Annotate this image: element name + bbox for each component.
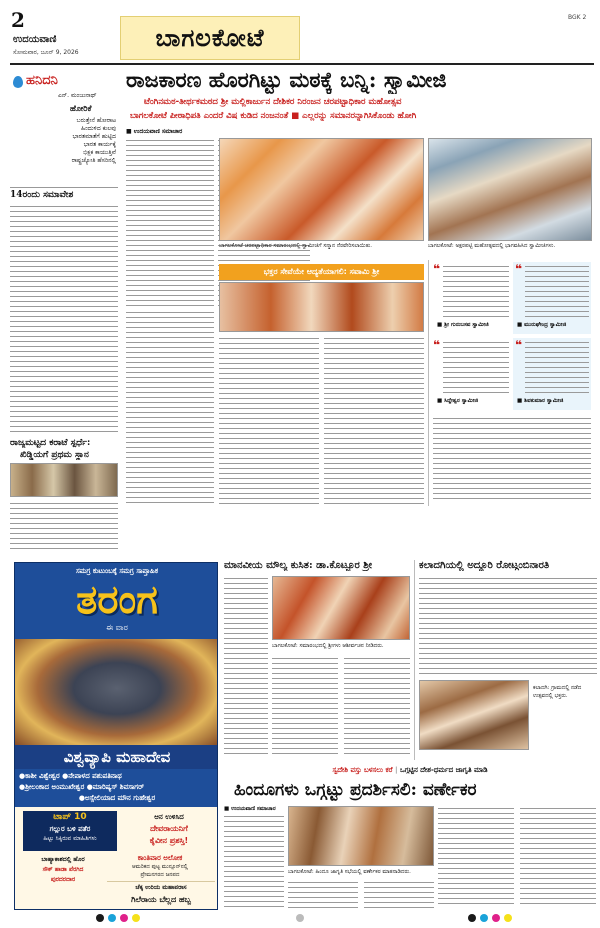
quote-mark-icon: ❝: [515, 338, 523, 352]
inner-heading-bar: [219, 264, 424, 280]
feature-line: ●ಅಸ್ಸೇಲಿಯಾದ ಮೌನ ಗುಹೇಶ್ವರ: [78, 794, 156, 802]
masthead-rule: [10, 63, 594, 65]
kanthivara-line: ಪ್ರೇಮನಗರದ ಜನಪದ: [140, 872, 180, 878]
story1-body: [10, 204, 118, 436]
story2-heading: ರಾಜ್ಯಮಟ್ಟದ ಕರಾಟೆ ಸ್ಪರ್ಧೆ:: [10, 438, 91, 448]
inner-body-col-2: [219, 336, 319, 506]
column-author: ಎನ್. ಮಂಜುನಾಥ್: [58, 92, 97, 99]
lead-body-col-1: [126, 138, 214, 306]
registration-mark: [120, 914, 128, 922]
kicker-divider: |: [395, 766, 401, 774]
right-body: [419, 576, 597, 676]
registration-mark: [504, 914, 512, 922]
bottom-body-col-3: [364, 880, 434, 908]
inner-heading: ಭಕ್ತರ ಸೇವೆಯೇ ಆದ್ಯತೆಯಾಗಲಿ: ಸವಾಮಿ ಶ್ರೀ: [263, 267, 380, 276]
quote-text: [443, 340, 509, 396]
poem-line: ಬರುತ್ತೇನೆ ಹೋರಾಟ: [76, 117, 116, 124]
quote-source: ■ ಶ್ರೀ ಗುರುಬಸವ ಸ್ವಾಮೀಜಿ: [437, 322, 489, 328]
bottom-kicker-row: [224, 764, 596, 776]
festival-line: ಚೆಕ್ಕ ಉರಿಯ ಮಹಾಪರಾಸ: [135, 884, 187, 891]
poem-line: ಭಾರತಮಾತೆಗೆ ಹುಟ್ಟಿದ: [72, 133, 116, 140]
quotes-extra-text: [433, 416, 591, 502]
bottom-photo: [288, 806, 434, 866]
story-mid: [224, 560, 410, 760]
quote-source: ■ ಮುರುಘೇಂದ್ರ ಸ್ವಾಮೀಜಿ: [517, 322, 567, 328]
bottom-caption: ಬಾಗಲಕೋಟೆ: ಹಿಂದೂ ಜಾಗೃತಿ ಸಭೆಯಲ್ಲಿ ವರ್ಣೇಕರ ಮಾತನಾಡಿದರು.: [288, 869, 411, 875]
registration-mark: [96, 914, 104, 922]
quote-mark-icon: ❝: [433, 262, 441, 276]
registration-mark: [108, 914, 116, 922]
ad-box-elephant: [123, 811, 215, 851]
bottom-body-col-2: [288, 880, 358, 908]
tharanga-ad: [14, 562, 218, 910]
quote-text: [443, 264, 509, 320]
poem-line: ಭಿಕ್ಷಕ ಕಾಯುತ್ತಿವೆ: [83, 149, 116, 156]
story-right: [414, 560, 596, 760]
page-code: BGK 2: [568, 14, 587, 21]
top10-line: ಗಲ್ಲುರ ಬಳಿ ಪತೆರ: [49, 825, 91, 833]
page-number: 2: [11, 8, 25, 32]
registration-mark: [492, 914, 500, 922]
registration-mark: [468, 914, 476, 922]
lead-photo-2: [428, 138, 592, 241]
ad-subtitle: ಈ ವಾರ: [106, 623, 128, 632]
shiva-image: [15, 639, 218, 749]
quote-text: [525, 264, 589, 320]
ad-box-kanthivara: [105, 853, 215, 879]
mid-photo: [272, 576, 410, 640]
lead-story: [122, 66, 596, 556]
inner-body-col-1: [126, 310, 214, 506]
quote-3: [433, 338, 509, 410]
elephant-line: ಕೈವೀನ ಪ್ರಶಸ್ತಿ!: [149, 836, 189, 845]
lead-photo-2-caption: ಬಾಗಲಕೋಟೆ: ಅಕ್ಷರಪಟ್ಟಿ ಮಹೋತ್ಸವದಲ್ಲಿ ಭಾಗವಹಿಸಿದ ಸ್ವಾಮೀಜಿಗಳು.: [428, 243, 556, 249]
registration-mark: [132, 914, 140, 922]
paper-name: ಉದಯವಾಣಿ: [13, 34, 57, 45]
ad-box-space: [23, 855, 103, 889]
right-photo: [419, 680, 529, 750]
right-headline: ಕಲಾದಗಿಯಲ್ಲಿ ಅದ್ದೂರಿ ರೋಟ್ಗಂಬಿನಾರತಿ: [419, 560, 550, 571]
bottom-body-col-5: [520, 806, 596, 908]
poem-lines: [42, 117, 116, 165]
quote-source: ■ ಶಿವಕುಮಾರ ಸ್ವಾಮೀಜಿ: [517, 398, 564, 404]
section-title: ಬಾಗಲಕೋಟೆ: [155, 23, 265, 52]
elephant-line: ದೇವರಾಯನಿಗೆ: [150, 824, 188, 833]
lead-subhead-2: ಬಾಗಲಕೋಟೆ ಪೀಠಾಧಿಪತಿ ಎಂದರೆ ವಿಷ ಕುಡಿದ ನಂಜನಂತೆ ■ ಎಲ್ಲರನ್ನು ಸಮಾನರನ್ನಾಗಿಸಿಕೊಂಡು ಹೋಗಿ: [130, 111, 417, 121]
space-line: ಸೌಕ್ ಹಾಡಾ ಪೆರಗಿದ: [42, 866, 84, 873]
ad-top-line: ಸಮಗ್ರ ಕುಟುಂಬಕ್ಕೆ ಸಮಗ್ರ ಸಾಪ್ತಾಹಿಕ: [75, 567, 159, 575]
quote-mark-icon: ❝: [515, 262, 523, 276]
right-caption: ಕಲಾದಗಿ: ಗ್ರಾಮದಲ್ಲಿ ನಡೆದ ಉತ್ಸವದಲ್ಲಿ ಭಕ್ತರು.: [533, 685, 582, 699]
drop-icon: [13, 76, 23, 88]
ad-box-festival: [107, 881, 215, 909]
quote-2: [513, 262, 591, 334]
feature-line: ●ಕಾಶೀ ವಿಶ್ವೇಶ್ವರ ●ನೇಪಾಳದ ಪಶುಪತಿನಾಥ: [19, 772, 122, 780]
elephant-line: ಆನ ಉಳಿಸಿದ: [154, 813, 184, 821]
top10-line: ಹಿಟ್ಟು ಸಿಕ್ಕಿರುವ ಮಾಹಿತಿಗಳು: [43, 835, 97, 842]
lead-subhead-1: ಟೆಂಗಿನಮಠ-ತೀರ್ಥಕಮಠದ ಶ್ರೀ ಮಲ್ಲಿಕಾರ್ಜುನ ದೇಶಿಕರ ನಿರಂಜನ ಚರಪಟ್ಟಾಧಿಕಾರ ಮಹೋತ್ಸವ: [144, 97, 402, 107]
bottom-byline: ■ ಉದಯವಾಣಿ ಸಮಾಚಾರ: [224, 806, 276, 812]
mid-body-col-3: [344, 656, 410, 756]
story2-body: [10, 501, 118, 553]
hanidani-title: ಹನಿದನಿ: [26, 73, 58, 88]
feature-title: ವಿಶ್ವವ್ಯಾಪಿ ಮಹಾದೇವ: [63, 748, 171, 766]
lead-photo-1-caption: ಬಾಗಲಕೋಟೆ ಚರಪಟ್ಟಾಧಿಕಾರ ಸಮಾರಂಭದಲ್ಲಿ ಸ್ವಾಮೀಜಿಗೆ ಸನ್ಮಾನ ನೆರವೇರಿಸಲಾಯಿತು.: [219, 243, 372, 249]
quote-text: [525, 340, 589, 396]
ad-box-top10: [23, 811, 117, 851]
mid-body-col-1: [224, 576, 268, 756]
bottom-kicker: ಸ್ವದೇಶಿ ವಸ್ತು ಬಳಸಲು ಕರೆ: [332, 766, 393, 774]
ad-title: ತರಂಗ: [76, 576, 158, 623]
bottom-kicker-2: ಒಗ್ಗಟ್ಟಿನ ದೇಶ-ಧರ್ಮದ ಜಾಗೃತಿ ಮಾಡಿ: [400, 766, 488, 774]
print-marks: [0, 912, 600, 926]
registration-mark: [296, 914, 304, 922]
date-line: ಸೋಮವಾರ, ಜೂನ್ 9, 2026: [13, 49, 79, 56]
poem-line: ಹಿಂದುಳಿದ ಕುಲವು: [80, 125, 116, 132]
feature-lines: [19, 771, 215, 804]
mid-headline: ಮಾನವೀಯ ಮೌಲ್ಯ ಕುಸಿತ: ಡಾ.ಕೊಟ್ಟೂರ ಶ್ರೀ: [224, 560, 373, 571]
mid-caption: ಬಾಗಲಕೋಟೆ: ಸಮಾರಂಭದಲ್ಲಿ ಶ್ರೀಗಳು ಆಶೀರ್ವಚನ ನೀಡಿದರು.: [272, 643, 384, 649]
feature-line: ●ಶ್ರೀಲಂಕಾದ ಅಂಮುಖೇಶ್ವರ ●ಮಾರಿಷ್ಯಸ್ ಶಿವಸಾಗರ್: [19, 783, 145, 791]
quotes-column: [428, 260, 592, 506]
left-sidebar: [10, 66, 118, 556]
space-line: ಪುರದರದಾರ: [50, 876, 76, 883]
poem-line: ಭಾರತ ಕಾರ್ಯಕ್ಕೆ: [83, 141, 116, 148]
quote-mark-icon: ❝: [433, 338, 441, 352]
space-line: ಬಾಹ್ಯಾಕಾಶದಲ್ಲಿ ಹೊರ: [41, 856, 85, 863]
inner-body-col-3: [324, 336, 424, 506]
lead-photo-1: [219, 138, 424, 241]
feature-title-bar: [15, 745, 218, 769]
top10-title: ಟಾಪ್ 10: [53, 812, 87, 822]
story2-subheading: ಖಿಡ್ಡಿಯಗೆ ಪ್ರಥಮ ಸ್ಥಾನ: [20, 450, 89, 460]
bottom-body-col-4: [438, 806, 514, 908]
bottom-body-col-1: [224, 814, 284, 908]
registration-mark: [480, 914, 488, 922]
lead-byline: ■ ಉದಯವಾಣಿ ಸಮಾಚಾರ: [126, 128, 183, 135]
section-banner: [120, 16, 300, 60]
karate-photo: [10, 463, 118, 497]
kanthivara-title: ಕಾಂತಿವಾರ ಅಲೋಕ: [137, 854, 183, 862]
poem-line: ರಾಷ್ಟ್ರಜ್ಯೋತಿ ಹೆಸರಿನಲ್ಲಿ: [71, 157, 116, 164]
bottom-story: [224, 764, 596, 910]
quote-source: ■ ಸಿದ್ದೇಶ್ವರ ಸ್ವಾಮೀಜಿ: [437, 398, 479, 404]
quote-4: [513, 338, 591, 410]
hanidani-box: [10, 70, 118, 188]
quote-1: [433, 262, 509, 334]
festival-line: ಗಿಲೆರಾಯ ಬೆಲ್ಲದ ಹಬ್ಬ: [131, 895, 191, 904]
mid-body-col-2: [272, 656, 338, 756]
inner-photo: [219, 282, 424, 332]
kanthivara-line: ಆಮರಿಕದ ಪುಟ್ಟ ಮುನ್ಸೂನ್‌ನಲ್ಲಿ: [132, 864, 188, 870]
masthead: [0, 0, 600, 62]
bottom-headline: ಹಿಂದೂಗಳು ಒಗ್ಗಟ್ಟು ಪ್ರದರ್ಶಿಸಲಿ: ವರ್ಣೇಕರ: [234, 780, 477, 800]
lead-headline: ರಾಜಕಾರಣ ಹೊರಗಿಟ್ಟು ಮಠಕ್ಕೆ ಬನ್ನಿ: ಸ್ವಾಮೀಜಿ: [126, 67, 447, 92]
poem-title: ಹೋರಿಕೆ: [70, 104, 92, 113]
story1-heading: 14ರಂದು ಸಮಾವೇಶ: [10, 190, 74, 200]
